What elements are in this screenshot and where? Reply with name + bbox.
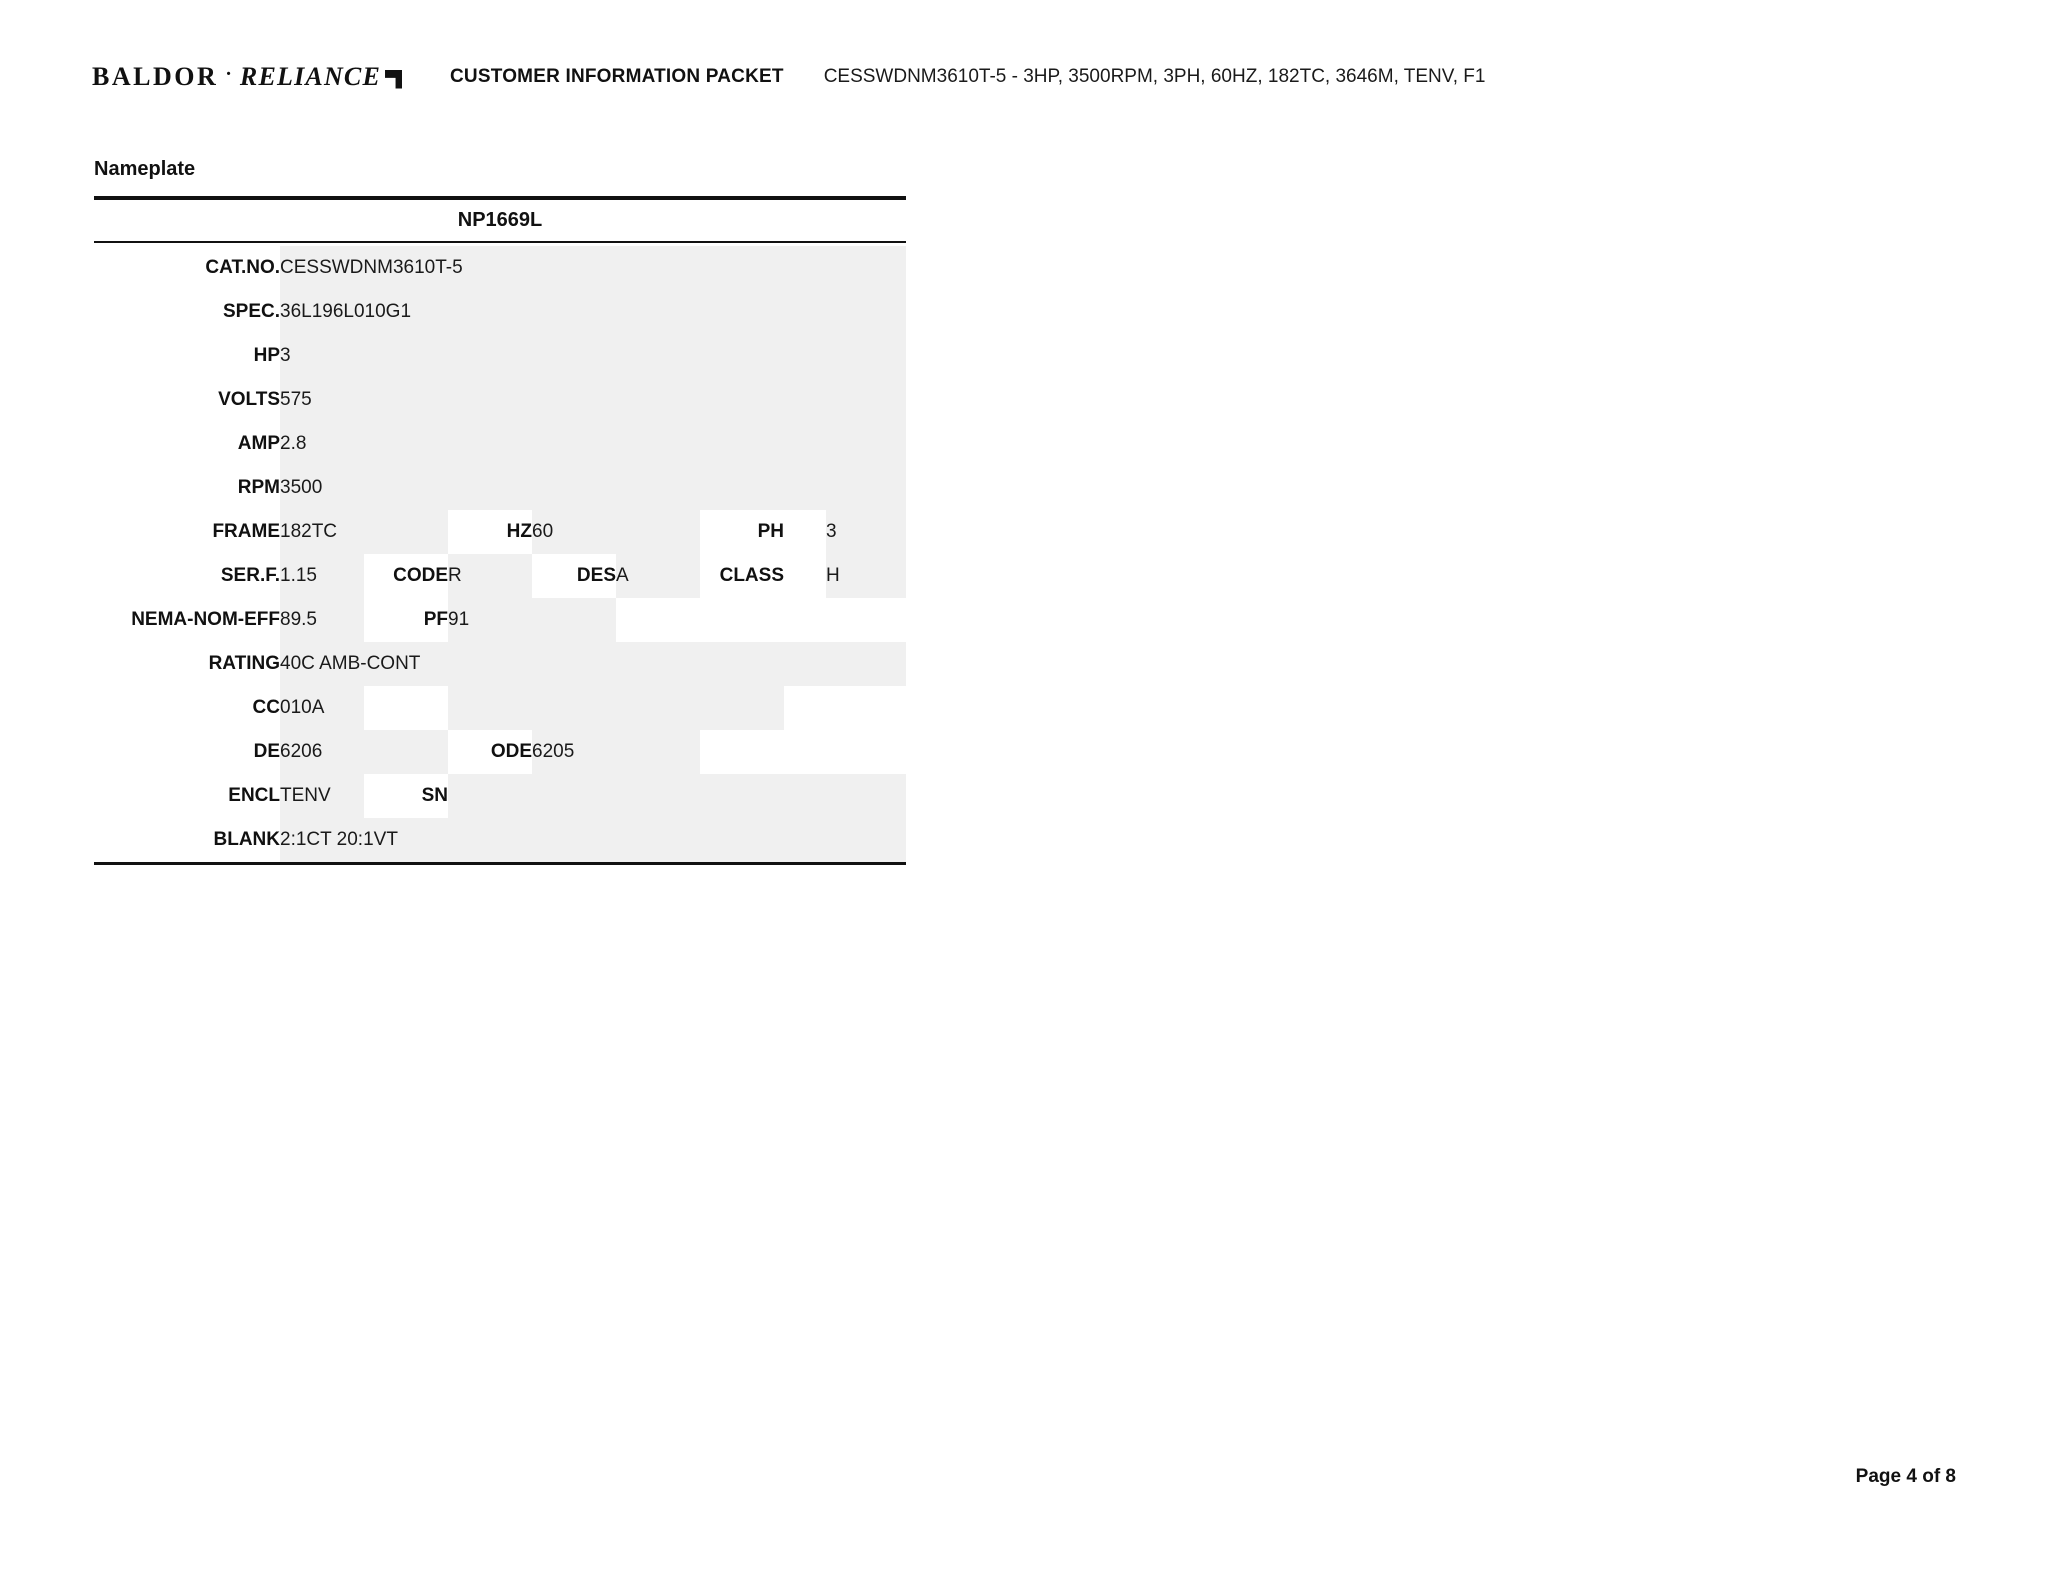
row-value: 2:1CT 20:1VT [280, 818, 906, 862]
table-row [94, 466, 906, 510]
row-value: 6206 [280, 730, 448, 774]
row-label: DE [253, 741, 280, 762]
row-spacer [700, 730, 906, 774]
row-value-tertiary: 3 [826, 510, 906, 554]
row-value: 182TC [280, 510, 448, 554]
header-product-description: CESSWDNM3610T-5 - 3HP, 3500RPM, 3PH, 60HZ, 182TC, 3646M, TENV, F1 [823, 66, 1486, 87]
row-label: RPM [237, 477, 280, 498]
row-value: 40C AMB-CONT [280, 642, 906, 686]
row-value-secondary [448, 774, 906, 818]
row-label: HP [253, 345, 280, 366]
row-value-tertiary: A [616, 554, 700, 598]
table-row [94, 730, 906, 774]
row-label-secondary: PF [364, 598, 448, 642]
row-spacer [784, 554, 826, 598]
table-row [94, 554, 906, 598]
row-value-secondary: 60 [532, 510, 700, 554]
row-label-secondary: ODE [448, 730, 532, 774]
row-label-secondary: CODE [364, 554, 448, 598]
table-row [94, 378, 906, 422]
section-title-nameplate: Nameplate [94, 158, 196, 180]
table-row [94, 246, 906, 290]
row-label: AMP [237, 433, 280, 454]
table-row [94, 598, 906, 642]
row-label: SPEC. [222, 301, 280, 322]
row-label: CAT.NO. [205, 257, 280, 278]
table-row [94, 290, 906, 334]
row-value-secondary: R [448, 554, 532, 598]
row-label-secondary: HZ [448, 510, 532, 554]
row-label-quaternary: CLASS [700, 554, 784, 598]
brand-reliance-text: RELIANCE [239, 62, 382, 91]
table-row [94, 510, 906, 554]
nameplate-table [94, 196, 906, 865]
row-spacer [364, 686, 448, 730]
row-label-tertiary: DES [532, 554, 616, 598]
row-value: 575 [280, 378, 906, 422]
table-row [94, 334, 906, 378]
row-value: 010A [280, 686, 364, 730]
row-label: FRAME [212, 521, 280, 542]
brand-baldor-text: BALDOR [92, 62, 219, 91]
document-header [92, 62, 1956, 92]
row-value: 3500 [280, 466, 906, 510]
table-row [94, 774, 906, 818]
table-bottom-rule [94, 862, 906, 865]
row-value: 3 [280, 334, 906, 378]
row-spacer [616, 598, 906, 642]
brand-logomark-icon [385, 70, 402, 89]
row-label: RATING [208, 653, 280, 674]
row-value: 89.5 [280, 598, 364, 642]
page-number-footer: Page 4 of 8 [1855, 1466, 1956, 1487]
row-value: TENV [280, 774, 364, 818]
table-row [94, 686, 906, 730]
row-value: 1.15 [280, 554, 364, 598]
row-value: 2.8 [280, 422, 906, 466]
row-value-quaternary: H [826, 554, 906, 598]
row-spacer [784, 510, 826, 554]
row-label-secondary: SN [364, 774, 448, 818]
row-label: CC [252, 697, 280, 718]
header-title: CUSTOMER INFORMATION PACKET [450, 66, 784, 87]
table-row [94, 642, 906, 686]
row-label-tertiary: PH [700, 510, 784, 554]
row-value-secondary: 91 [448, 598, 616, 642]
brand-separator-dot: · [225, 62, 233, 85]
table-row [94, 818, 906, 862]
row-label: NEMA-NOM-EFF [131, 609, 280, 630]
row-value: CESSWDNM3610T-5 [280, 246, 906, 290]
row-label: ENCL [228, 785, 280, 806]
baldor-reliance-logo [92, 62, 402, 92]
row-value-secondary: 6205 [532, 730, 700, 774]
row-label: BLANK [213, 829, 280, 850]
row-label: VOLTS [218, 389, 280, 410]
row-value: 36L196L010G1 [280, 290, 906, 334]
row-spacer [784, 686, 906, 730]
table-row [94, 422, 906, 466]
nameplate-id-title: NP1669L [94, 200, 906, 243]
row-value-secondary [448, 686, 784, 730]
row-label: SER.F. [220, 565, 280, 586]
